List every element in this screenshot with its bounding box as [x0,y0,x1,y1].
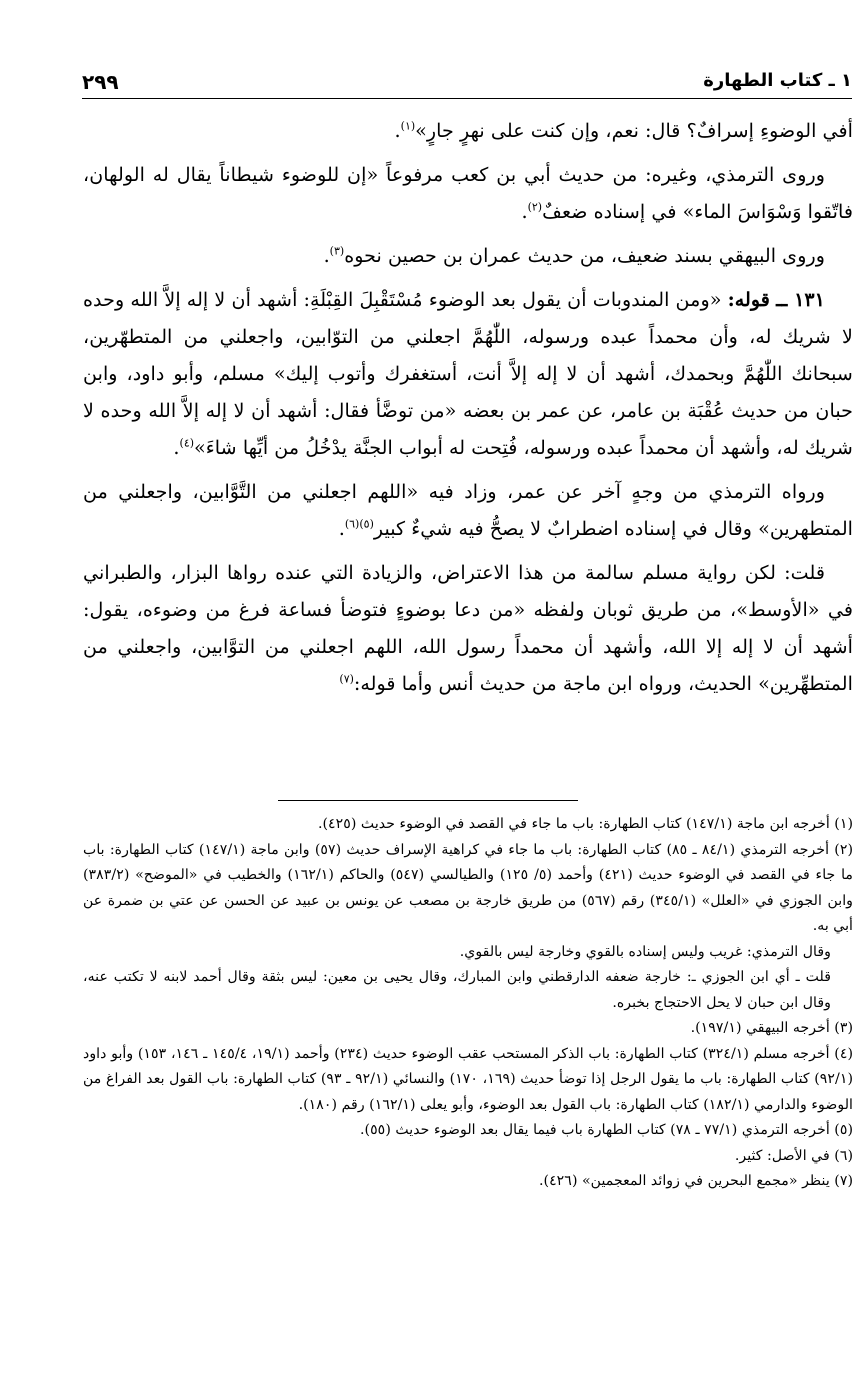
footnote-ref: (٧) [339,672,354,686]
main-text [83,112,853,709]
footnote: (١) أخرجه ابن ماجة (١٤٧/١) كتاب الطهارة: باب ما جاء في القصد في الوضوء حديث (٤٢٥). [317,816,853,832]
paragraph-text: «ومن المندوبات أن يقول بعد الوضوء مُسْتَقْبِلَ القِبْلَةِ: أشهد أن لا إله إلاَّ الله وحده لا شريك له، وأن محمداً عبده ورسوله، اللّٰهُمَّ اجعلني من التوّابين، واجعلني من المتطهّرين، سبحانك اللّٰهُمَّ وبحمدك، أشهد أن لا إله إلاَّ أنت، أستغفرك وأتوب إليك» مسلم، وأبو داود، وابن حبان من حديث عُقْبَة بن عامر، عن عمر بن بعضه «من توضَّأ فقال: أشهد أن لا إله إلاَّ الله وحده لا شريك له، وأشهد أن محمداً عبده ورسوله، فُتِحت له أبواب الجنَّة يدْخُلُ من أيِّها شاءَ» [83,288,853,459]
running-header [82,64,852,99]
paragraph: وروى البيهقي بسند ضعيف، من حديث عمران بن حصين نحوه$^{(٣)}$. [323,244,825,267]
page-number: ٢٩٩ [82,70,119,94]
footnote: (٢) أخرجه الترمذي (٨٤/١ ـ ٨٥) كتاب الطهارة: باب ما جاء في كراهية الإسراف حديث (٥٧) وابن ماجة (١٤٧/١) كتاب الطهارة: باب ما جاء في القصد في الوضوء حديث (٤٢١) وأحمد (٥/ ١٢٥) والطيالسي (٥٤٧) والحاكم (١٦٢/١) والخطيب في «الموضح» (٣٨٣/٢) وابن الجوزي في «العلل» (٣٤٥/١) رقم (٥٦٧) من طريق خارجة بن مصعب عن يونس بن عبيد عن الحسن عن عتي بن ضمرة عن أبي به. [83,841,854,934]
paragraph-text: ورواه الترمذي من وجهٍ آخر عن عمر، وزاد فيه «اللهم اجعلني من التَّوَّابين، واجعلني من المتطهرين» وقال في إسناده اضطرابٌ لا يصحُّ فيه شيءٌ كبير [83,480,853,540]
footnote: (٤) أخرجه مسلم (٣٢٤/١) كتاب الطهارة: باب الذكر المستحب عقب الوضوء حديث (٢٣٤) وأحمد (١٩/١، ١٤٥/٤ ـ ١٤٦، ١٥٣) وأبو داود (٩٢/١) كتاب الطهارة: باب ما يقول الرجل إذا توضأ حديث (١٦٩، ١٧٠) والنسائي (٩٢/١ ـ ٩٣) كتاب الطهارة: باب القول بعد الفراغ من الوضوء والدارمي (١٨٢/١) كتاب الطهارة: باب القول بعد الوضوء، وأبو يعلى (١٦٢/١) رقم (١٨٠). [83,1045,854,1113]
paragraph: أفي الوضوءِ إسرافٌ؟ قال: نعم، وإن كنت على نهرٍ جارٍ»$^{(١)}$. [394,119,853,142]
footnote-ref: (٥) [359,517,374,531]
paragraph [83,554,853,702]
footnote: (٥) أخرجه الترمذي (٧٧/١ ـ ٧٨) كتاب الطهارة باب فيما يقال بعد الوضوء حديث (٥٥). [360,1122,853,1138]
paragraph-text: وروى الترمذي، وغيره: من حديث أبي بن كعب مرفوعاً «إن للوضوء شيطاناً يقال له الولهان، فاتّقوا وَسْوَاسَ الماء» في إسناده ضعفٌ [83,163,853,223]
footnotes [83,812,853,1195]
footnote-ref: (٦) [344,517,360,531]
paragraph-text: قلت: لكن رواية مسلم سالمة من هذا الاعتراض، والزيادة التي عنده رواها البزار، والطبراني في «الأوسط»، من طريق ثوبان ولفظه «من دعا بوضوءٍ فتوضأ فساعة فرغ من وضوءه، يقول: أشهد أن لا إله إلا الله، وأشهد أن محمداً رسول الله، اللهم اجعلني من التوَّابين، واجعلني من المتطهِّرين» الحديث، ورواه ابن ماجة من حديث أنس وأما قوله: [83,561,853,695]
footnote-ref: (٣) [329,244,345,258]
paragraph-text: أفي الوضوءِ إسرافٌ؟ قال: نعم، وإن كنت على نهرٍ جارٍ» [415,119,853,142]
footnote-continuation: وقال الترمذي: غريب وليس إسناده بالقوي وخارجة ليس بالقوي. [459,943,831,960]
footnote: (٣) أخرجه البيهقي (١٩٧/١). [690,1020,853,1036]
paragraph: وروى الترمذي، وغيره: من حديث أبي بن كعب مرفوعاً «إن للوضوء شيطاناً يقال له الولهان، فاتّقوا وَسْوَاسَ الماء» في إسناده ضعفٌ$^{(٢)}$. [83,163,853,223]
footnote-ref: (٢) [527,200,543,214]
footnote-ref: (٤) [179,436,195,450]
footnote: (٦) في الأصل: كثير. [734,1147,853,1164]
chapter-title: ١ ـ كتاب الطهارة [703,70,852,91]
paragraph: ورواه الترمذي من وجهٍ آخر عن عمر، وزاد فيه «اللهم اجعلني من التَّوَّابين، واجعلني من المتطهرين» وقال في إسناده اضطرابٌ لا يصحُّ فيه شيءٌ كبير$^{(٥)(٦)}$. [83,480,853,540]
footnote: (٧) ينظر «مجمع البحرين في زوائد المعجمين» (٤٢٦). [539,1173,853,1189]
paragraph: ١٣١ ــ قوله: «ومن المندوبات أن يقول بعد الوضوء مُسْتَقْبِلَ القِبْلَةِ: أشهد أن لا إله إلاَّ الله وحده لا شريك له، وأن محمداً عبده ورسوله، اللّٰهُمَّ اجعلني من التوّابين، واجعلني من المتطهّرين، سبحانك اللّٰهُمَّ وبحمدك، أشهد أن لا إله إلاَّ أنت، أستغفرك وأتوب إليك» مسلم، وأبو داود، وابن حبان من حديث عُقْبَة بن عامر، عن عمر بن بعضه «من توضَّأ فقال: أشهد أن لا إله إلاَّ الله وحده لا شريك له، وأشهد أن محمداً عبده ورسوله، فُتِحت له أبواب الجنَّة يدْخُلُ من أيِّها شاءَ»$^{(٤)}$. [83,288,853,459]
item-label: قوله: [727,288,770,311]
item-number: ١٣١ ــ [776,288,825,311]
footnote-ref: (١) [400,119,416,133]
footnote-continuation: قلت ـ أي ابن الجوزي ـ: خارجة ضعفه الدارقطني وابن المبارك، وقال يحيى بن معين: ليس بثقة وقال أحمد لابنه لا تكتب عنه، وقال ابن حبان لا يحل الاحتجاج بخبره. [83,969,831,1011]
paragraph-text: وروى البيهقي بسند ضعيف، من حديث عمران بن حصين نحوه [344,244,825,267]
footnote-separator [278,800,578,801]
